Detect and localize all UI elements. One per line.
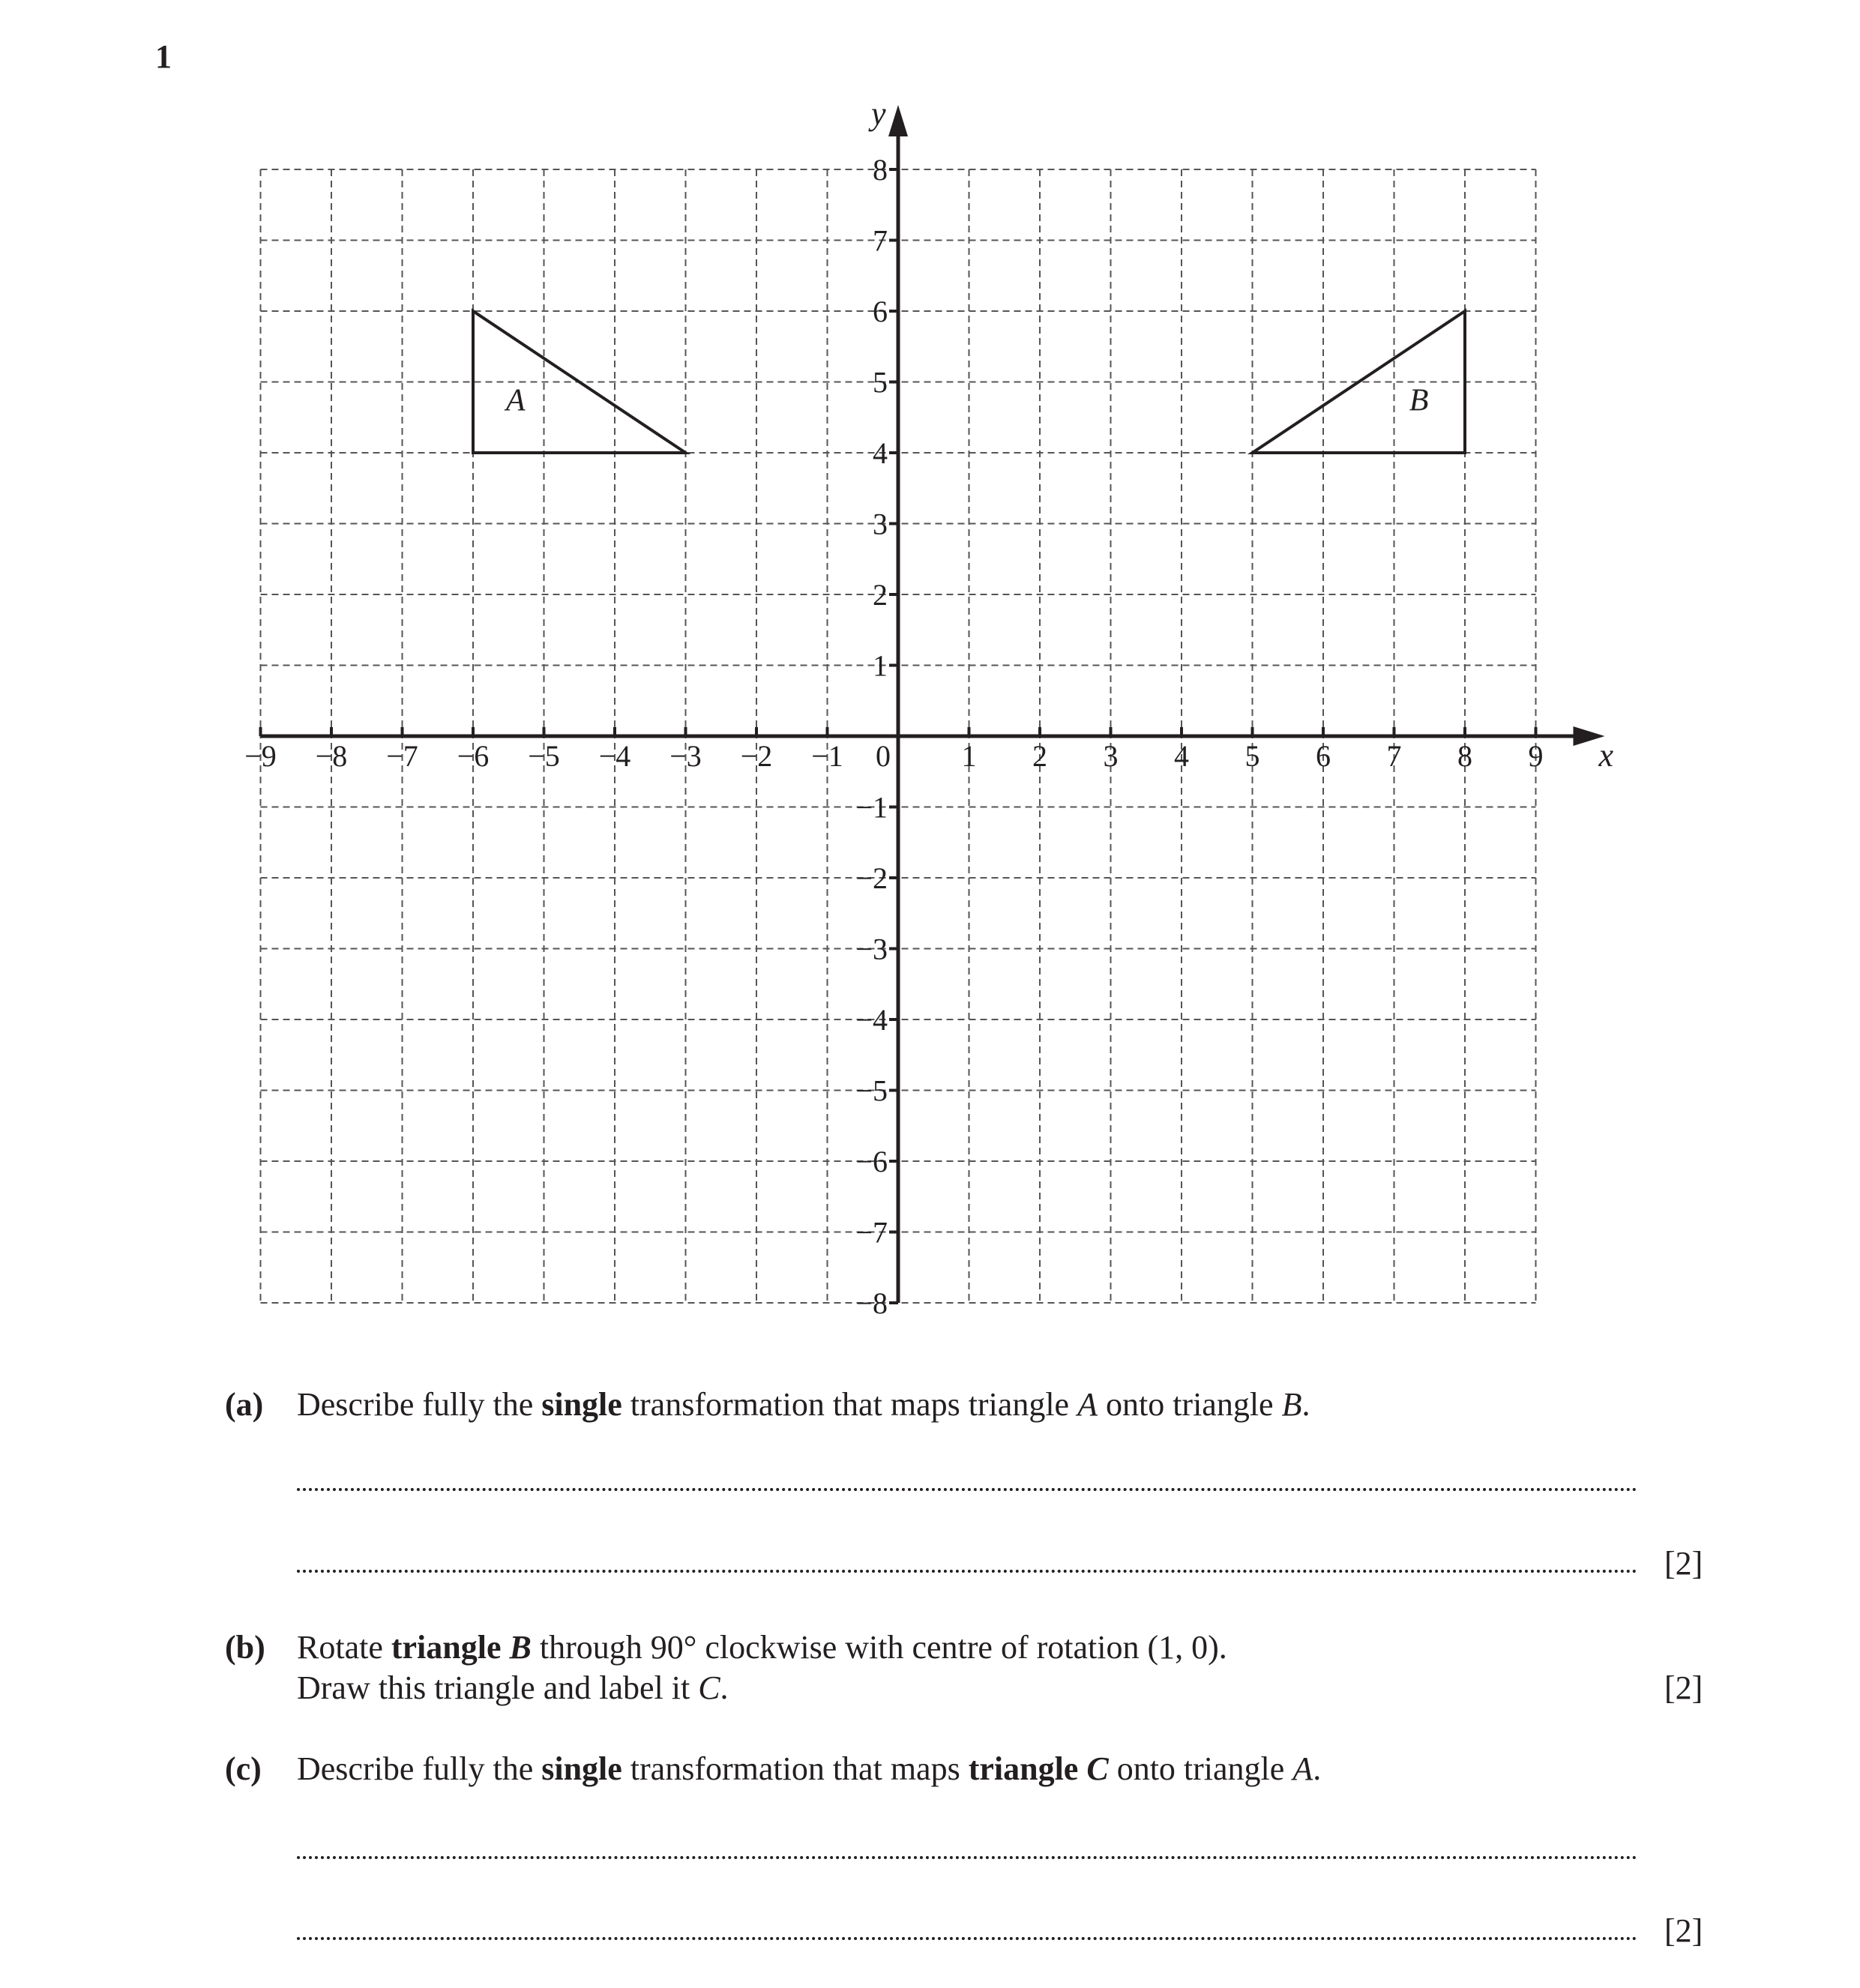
y-tick-label: −7 [855, 1215, 888, 1250]
x-tick-label: −3 [669, 739, 702, 773]
answer-line-c1[interactable] [297, 1856, 1637, 1859]
x-tick-label: −6 [457, 739, 490, 773]
y-tick-label: 3 [873, 507, 888, 541]
y-tick-label: 6 [873, 295, 888, 328]
origin-label: 0 [876, 739, 891, 773]
x-tick-label: −2 [740, 739, 773, 773]
part-c-text: Describe fully the single transformation that maps triangle C onto triangle A. [297, 1750, 1322, 1787]
part-b-marks: [2] [1664, 1669, 1703, 1706]
y-tick-label: −2 [855, 861, 888, 895]
x-axis-label: x [1598, 737, 1614, 774]
x-tick-label: 2 [1032, 739, 1047, 773]
y-axis-label: y [871, 95, 886, 132]
axes [261, 105, 1605, 1303]
part-a-label: (a) [225, 1386, 264, 1423]
x-tick-label: −7 [386, 739, 418, 773]
x-tick-label: −4 [598, 739, 631, 773]
y-tick-label: 2 [873, 578, 888, 612]
part-a-text: Describe fully the single transformation that maps triangle A onto triangle B. [297, 1386, 1310, 1423]
question-number: 1 [155, 38, 172, 75]
part-c-label: (c) [225, 1750, 262, 1787]
x-tick-label: 4 [1174, 739, 1189, 773]
y-tick-label: 5 [873, 365, 888, 400]
x-tick-label: −8 [315, 739, 348, 773]
y-axis-arrow [888, 105, 908, 136]
x-tick-label: 7 [1386, 739, 1402, 773]
x-tick-label: 6 [1316, 739, 1331, 773]
x-tick-label: −5 [528, 739, 560, 773]
y-tick-label: −5 [855, 1073, 888, 1108]
triangle-a-label: A [505, 383, 526, 418]
part-b-text-line2: Draw this triangle and label it C. [297, 1669, 729, 1706]
part-b-label: (b) [225, 1629, 265, 1666]
y-tick-label: −8 [855, 1286, 888, 1320]
answer-line-a1[interactable] [297, 1488, 1637, 1491]
x-tick-label: 3 [1103, 739, 1119, 773]
part-c-marks: [2] [1664, 1912, 1703, 1949]
part-a-marks: [2] [1664, 1545, 1703, 1582]
answer-line-a2[interactable] [297, 1570, 1637, 1573]
triangle-a [473, 311, 686, 453]
x-tick-label: 9 [1528, 739, 1544, 773]
y-tick-label: −1 [855, 790, 888, 825]
x-tick-label: −1 [811, 739, 843, 773]
answer-line-c2[interactable] [297, 1937, 1637, 1940]
y-tick-label: 7 [873, 223, 888, 258]
y-tick-label: −6 [855, 1145, 888, 1178]
y-tick-label: 1 [873, 648, 888, 683]
y-tick-label: 8 [873, 153, 888, 187]
part-b-text: Rotate triangle B through 90° clockwise with centre of rotation (1, 0). [297, 1629, 1227, 1666]
y-tick-label: 4 [873, 436, 888, 470]
x-tick-label: 1 [961, 739, 977, 773]
x-tick-label: −9 [244, 739, 277, 773]
y-tick-label: −4 [855, 1003, 888, 1037]
triangle-b-label: B [1409, 383, 1429, 418]
x-tick-label: 5 [1244, 739, 1260, 773]
x-tick-label: 8 [1457, 739, 1472, 773]
y-tick-label: −3 [855, 932, 888, 966]
